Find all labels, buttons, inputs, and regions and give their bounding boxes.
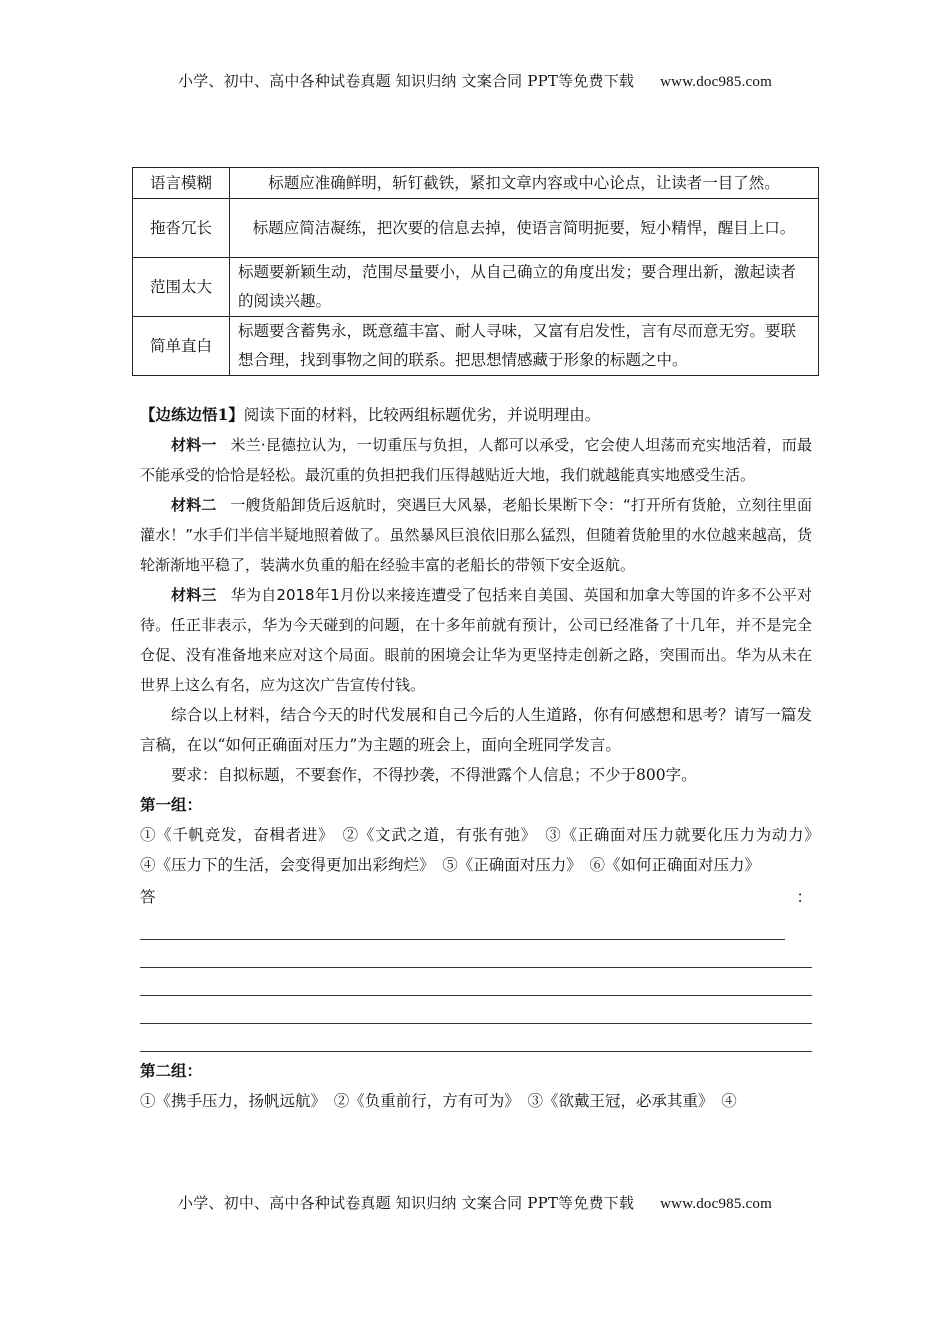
answer-blank[interactable] bbox=[140, 996, 812, 1024]
group1-title: 第一组： bbox=[140, 795, 203, 814]
advice-cell: 标题应简洁凝练，把次要的信息去掉，使语言简明扼要，短小精悍，醒目上口。 bbox=[230, 199, 819, 258]
answer-blank[interactable] bbox=[140, 968, 812, 996]
exercise-section bbox=[140, 400, 828, 1116]
group2-title: 第二组： bbox=[140, 1061, 203, 1080]
group2-items: ①《携手压力，扬帆远航》 ②《负重前行，方有可为》 ③《欲戴王冠，必承其重》 ④ bbox=[140, 1092, 737, 1110]
advice-cell: 标题要含蓄隽永，既意蕴丰富、耐人寻味，又富有启发性，言有尽而意无穷。要联想合理，找到事物之间的联系。把思想情感藏于形象的标题之中。 bbox=[230, 317, 819, 376]
page-footer bbox=[0, 1192, 950, 1213]
group1-items: ①《千帆竞发，奋楫者进》 ②《文武之道，有张有弛》 ③《正确面对压力就要化压力为动力》 ④《压力下的生活，会变得更加出彩绚烂》 ⑤《正确面对压力》 ⑥《如何正确面对压力》 bbox=[140, 826, 828, 874]
table-row bbox=[133, 168, 819, 199]
problem-cell: 范围太大 bbox=[133, 258, 230, 317]
material-2 bbox=[140, 490, 812, 580]
table-row bbox=[133, 317, 819, 376]
advice-cell: 标题应准确鲜明，斩钉截铁，紧扣文章内容或中心论点，让读者一目了然。 bbox=[230, 168, 819, 199]
answer-label: 答 bbox=[140, 888, 156, 906]
title-tips-table bbox=[132, 167, 819, 376]
answer-blank[interactable] bbox=[140, 940, 812, 968]
problem-cell: 语言模糊 bbox=[133, 168, 230, 199]
exercise-heading bbox=[140, 400, 812, 430]
writing-prompt: 综合以上材料，结合今天的时代发展和自己今后的人生道路，你有何感想和思考？请写一篇发言稿，在以“如何正确面对压力”为主题的班会上，面向全班同学发言。 bbox=[140, 706, 812, 754]
header-url[interactable]: www.doc985.com bbox=[660, 74, 772, 90]
advice-cell: 标题要新颖生动，范围尽量要小，从自己确立的角度出发；要合理出新，激起读者的阅读兴趣。 bbox=[230, 258, 819, 317]
table-row bbox=[133, 258, 819, 317]
answer-colon: ： bbox=[796, 888, 812, 906]
material-text: 华为自2018年1月份以来接连遭受了包括来自美国、英国和加拿大等国的许多不公平对待。任正非表示，华为今天碰到的问题，在十多年前就有预计，公司已经准备了十几年，并不是完全仓促、没有准备地来应对这个局面。眼前的困境会让华为更坚持走创新之路，突围而出。华为从未在世界上这么有名，应为这次广告宣传付钱。 bbox=[140, 586, 812, 694]
material-text: 一艘货船卸货后返航时，突遇巨大风暴，老船长果断下令：“打开所有货舱，立刻往里面灌水！”水手们半信半疑地照着做了。虽然暴风巨浪依旧那么猛烈，但随着货舱里的水位越来越高，货轮渐渐地平稳了，装满水负重的船在经验丰富的老船长的带领下安全返航。 bbox=[140, 496, 812, 574]
material-label: 材料二 bbox=[171, 496, 217, 514]
exercise-instruction: 阅读下面的材料，比较两组标题优劣，并说明理由。 bbox=[243, 406, 601, 424]
material-text: 米兰·昆德拉认为，一切重压与负担，人都可以承受，它会使人坦荡而充实地活着，而最不能承受的恰恰是轻松。最沉重的负担把我们压得越贴近大地，我们就越能真实地感受生活。 bbox=[140, 436, 812, 484]
header-text: 小学、初中、高中各种试卷真题 知识归纳 文案合同 PPT等免费下载 bbox=[178, 72, 635, 90]
material-1 bbox=[140, 430, 812, 490]
material-label: 材料三 bbox=[171, 586, 217, 604]
answer-line bbox=[140, 882, 812, 912]
answer-blank[interactable] bbox=[140, 1024, 812, 1052]
material-3 bbox=[140, 580, 812, 700]
exercise-tag: 【边练边悟1】 bbox=[140, 405, 244, 424]
writing-requirement: 要求：自拟标题，不要套作，不得抄袭，不得泄露个人信息；不少于800字。 bbox=[171, 766, 697, 784]
answer-blank[interactable] bbox=[140, 912, 785, 940]
problem-cell: 简单直白 bbox=[133, 317, 230, 376]
material-label: 材料一 bbox=[171, 436, 217, 454]
footer-url[interactable]: www.doc985.com bbox=[660, 1196, 772, 1212]
table-row bbox=[133, 199, 819, 258]
problem-cell: 拖沓冗长 bbox=[133, 199, 230, 258]
page-header bbox=[0, 70, 950, 91]
footer-text: 小学、初中、高中各种试卷真题 知识归纳 文案合同 PPT等免费下载 bbox=[178, 1194, 635, 1212]
